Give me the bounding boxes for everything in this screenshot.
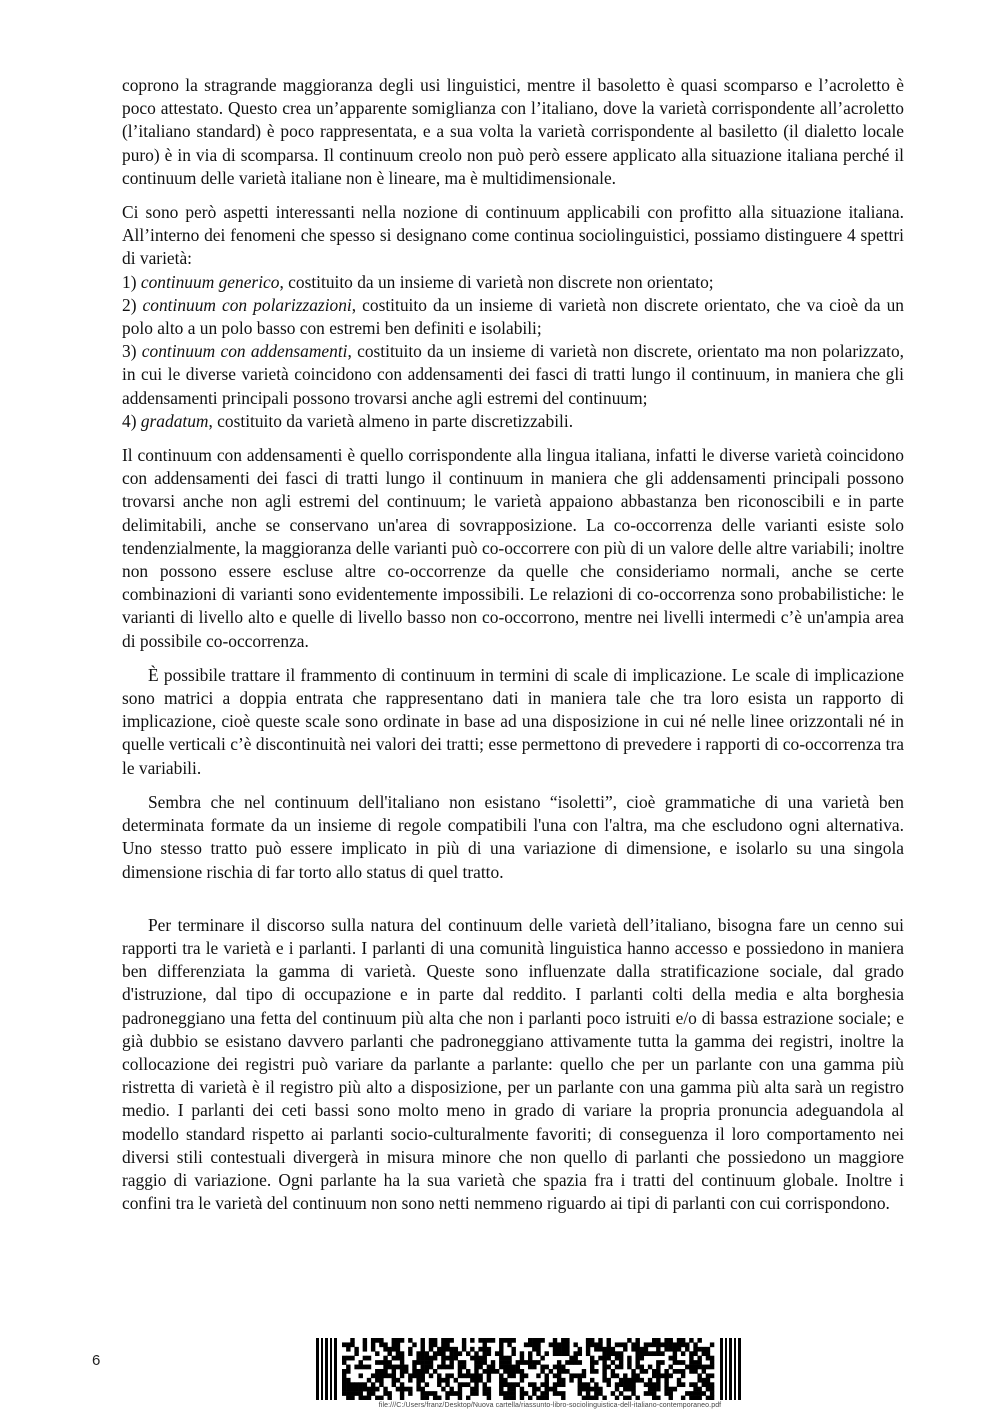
paragraph-2-intro: Ci sono però aspetti interessanti nella nozione di continuum applicabili con profitto alla situazione italiana. All’interno dei fenomeni che spesso si designano come continua sociolinguistici, possiamo distinguere 4 spettri di varietà:	[122, 202, 904, 269]
list-term: gradatum	[140, 410, 209, 431]
list-term: continuum con addensamenti	[141, 341, 348, 362]
list-item-4	[122, 410, 904, 433]
list-number: 2)	[122, 294, 143, 315]
list-term: continuum con polarizzazioni	[142, 294, 352, 315]
barcode-icon	[316, 1338, 742, 1400]
list-text: , costituito da un insieme di varietà non discrete orientato, che va cioè da un polo alto a un polo basso con estremi ben definiti e isolabili;	[122, 294, 904, 339]
list-text: , costituito da varietà almeno in parte discretizzabili.	[208, 410, 574, 431]
list-number: 4)	[122, 410, 141, 431]
list-text: , costituito da un insieme di varietà non discrete non orientato;	[279, 271, 714, 292]
paragraph-2	[122, 201, 904, 433]
paragraph-3: Il continuum con addensamenti è quello corrispondente alla lingua italiana, infatti le diverse varietà coincidono con addensamenti dei fasci di tratti lungo il continuum in maniera che gli addensamenti principali possono trovarsi anche non agli estremi del continuum; le varietà appaiono abbastanza ben riconoscibili e in parte delimitabili, anche se conservano un'area di sovrapposizione. La co-occorrenza delle varianti esiste solo tendenzialmente, la maggioranza delle varianti può co-occorrere con più di un valore delle altre variabili; inoltre non possono essere escluse altre co-occorrenze da quelle che consideriamo normali, anche se certe combinazioni di varianti sono evidentemente impossibili. Le relazioni di co-occorrenza sono probabilistiche: le varianti di livello alto e quelle di livello basso non co-occorrono, mentre nei livelli intermedi c’è un'ampia area di possibile co-occorrenza.	[122, 445, 904, 651]
list-item-3	[122, 340, 904, 410]
list-text: , costituito da un insieme di varietà non discrete, orientato ma non polarizzato, in cui le diverse varietà coincidono con addensamenti dei fasci di tratti lungo il continuum, in maniera che gli addensamenti principali possono trovarsi anche agli estremi del continuum;	[122, 341, 904, 408]
paragraph-6: Per terminare il discorso sulla natura del continuum delle varietà dell’italiano, bisogna fare un cenno sui rapporti tra le varietà e i parlanti. I parlanti di una comunità linguistica hanno accesso e possiedono in maniera ben differenziata la gamma di varietà. Queste sono influenzate dalla stratificazione sociale, dal grado d'istruzione, dal tipo di occupazione e in parte dal reddito. I parlanti colti della media e alta borghesia padroneggiano una fetta del continuum più alta che non i parlanti poco istruiti e/o di bassa estrazione sociale; e già dubbio se esistano davvero parlanti che padroneggiano attivamente tutta la gamma dei registri, inoltre la collocazione dei registri può variare da parlante a parlante: quello che per un parlante con una gamma più ristretta di varietà è il registro più alto a disposizione, per un parlante con una gamma più alta sarà un registro medio. I parlanti dei ceti bassi sono molto meno in grado di variare la propria pronuncia adeguandola al modello standard rispetto ai parlanti socio-culturalmente favoriti; di conseguenza il loro comportamento nei diversi stili contestuali divergerà in misura minore che non quello di parlanti che possiedono un maggiore raggio di variazione. Ogni parlante ha la sua varietà che spazia fra i tratti del continuum globale. Inoltre i confini tra le varietà del continuum non sono netti nemmeno riguardo ai tipi di parlanti con cui corrispondono.	[122, 914, 904, 1214]
list-number: 3)	[122, 341, 142, 362]
list-term: continuum generico	[140, 271, 280, 292]
page-number: 6	[92, 1352, 101, 1369]
paragraph-1: coprono la stragrande maggioranza degli usi linguistici, mentre il basoletto è quasi scomparso e l’acroletto è poco attestato. Questo crea un’apparente somiglianza con l’italiano, dove la varietà corrispondente all’acroletto (l’italiano standard) è poco rappresentata, e a sua volta la varietà corrispondente al basiletto (il dialetto locale puro) è in via di scomparsa. Il continuum creolo non può però essere applicato alla situazione italiana perché il continuum delle varietà italiane non è lineare, ma è multidimensionale.	[122, 75, 904, 188]
list-item-2	[122, 294, 904, 340]
paragraph-4: È possibile trattare il frammento di continuum in termini di scale di implicazione. Le scale di implicazione sono matrici a doppia entrata che rappresentano dati in maniera tale che tra loro esista un rapporto di implicazione, cioè queste scale sono ordinate in base ad una disposizione in cui né nelle linee orizzontali né in quelle verticali c’è discontinuità nei valori dei tratti; esse permettono di prevedere i rapporti di co-occorrenza tra le variabili.	[122, 664, 904, 778]
page-body	[122, 74, 904, 1226]
list-item-1	[122, 271, 904, 294]
footer-file-path: file:///C:/Users/franz/Desktop/Nuova cartella/riassunto-libro-sociolinguistica-dell-italiano-contemporaneo.pdf	[378, 1402, 722, 1409]
list-number: 1)	[122, 271, 141, 292]
paragraph-5: Sembra che nel continuum dell'italiano non esistano “isoletti”, cioè grammatiche di una varietà ben determinata formate da un insieme di regole compatibili l'una con l'altra, ma che escludono ogni alternativa. Uno stesso tratto può essere implicato in più di una variazione di dimensione, e isolarlo su una singola dimensione rischia di far torto allo status di quel tratto.	[122, 791, 904, 882]
